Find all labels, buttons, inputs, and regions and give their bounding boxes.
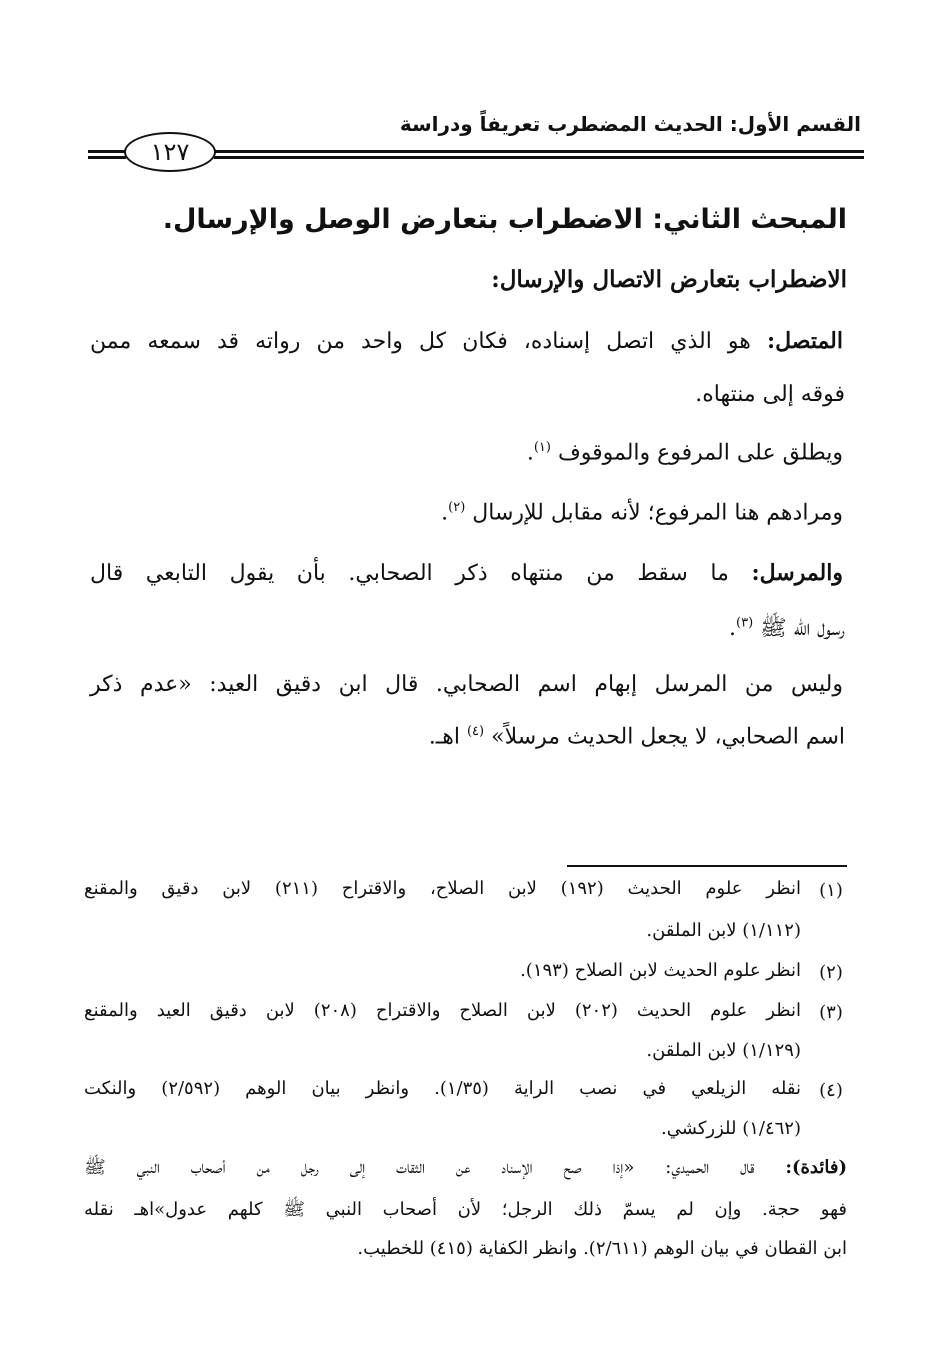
paragraph-text: ويطلق على المرفوع والموقوف: [557, 440, 843, 466]
paragraph-text: ما سقط من منتهاه ذكر الصحابي. بأن يقول التابعي قال: [90, 561, 729, 586]
footnote-text: انظر علوم الحديث (٢٠٢) لابن الصلاح والاقتراح (٢٠٨) لابن دقيق العيد والمقنع: [84, 1000, 802, 1021]
paragraph-line: فوقه إلى منتهاه.: [695, 382, 845, 407]
footnote-number: (٤): [819, 1080, 843, 1101]
footnote-note: فهو حجة. وإن لم يسمّ ذلك الرجل؛ لأن أصحاب النبي ﷺ كلهم عدول»اهـ نقله: [84, 1199, 847, 1220]
term-label: المتصل:: [766, 328, 843, 354]
footnote-text: (١/٤٦٢) للزركشي.: [661, 1118, 801, 1139]
footnote-ref: (٢): [448, 500, 466, 515]
paragraph-line: ويطلق على المرفوع والموقوف $^{(١)}$.: [526, 440, 843, 466]
footnote-number: (١): [819, 880, 843, 901]
section-heading: المبحث الثاني: الاضطراب بتعارض الوصل والإرسال.: [162, 204, 847, 235]
note-text: قال الحميدي: «إذا صح الإسناد عن الثقات إلى رجل من أصحاب النبي ﷺ: [84, 1157, 755, 1178]
paragraph-line: [429, 724, 845, 749]
footnote-ref: (٤): [466, 724, 485, 739]
subheading: الاضطراب بتعارض الاتصال والإرسال:: [491, 266, 847, 293]
footnote-text: (١/١١٢) لابن الملقن.: [646, 920, 801, 941]
footnote-text: (١/١٢٩) لابن الملقن.: [646, 1040, 801, 1061]
footnote-ref: (١): [533, 440, 551, 455]
page-number: ١٢٧: [124, 132, 216, 172]
paragraph-text: ومرادهم هنا المرفوع؛ لأنه مقابل للإرسال: [472, 500, 843, 526]
paragraph-line: ومرادهم هنا المرفوع؛ لأنه مقابل للإرسال $^{(٢)}$.: [441, 500, 843, 526]
paragraph-line: [90, 560, 843, 586]
footnote-separator: [567, 865, 847, 867]
footnote-number: (٣): [819, 1002, 843, 1023]
footnote-text: انظر علوم الحديث (١٩٢) لابن الصلاح، والاقتراح (٢١١) لابن دقيق والمقنع: [84, 878, 801, 899]
paragraph-line: [90, 328, 843, 354]
paragraph-text: اهـ.: [428, 724, 460, 750]
paragraph-line: وليس من المرسل إبهام اسم الصحابي. قال ابن دقيق العيد: «عدم ذكر: [90, 672, 843, 697]
paragraph-text: هو الذي اتصل إسناده، فكان كل واحد من رواته قد سمعه ممن: [90, 329, 751, 354]
footnote-text: انظر علوم الحديث لابن الصلاح (١٩٣).: [520, 960, 801, 981]
footnote-note: ابن القطان في بيان الوهم (٢/٦١١). وانظر الكفاية (٤١٥) للخطيب.: [357, 1238, 847, 1259]
header-rule: [214, 150, 864, 153]
footnote-text: نقله الزيلعي في نصب الراية (١/٣٥). وانظر بيان الوهم (٢/٥٩٢) والنكت: [84, 1078, 801, 1099]
footnote-ref: (٣): [736, 615, 754, 631]
footnote-note: [84, 1156, 847, 1182]
term-label: والمرسل:: [751, 560, 843, 586]
paragraph-text: اسم الصحابي، لا يجعل الحديث مرسلاً»: [491, 724, 845, 750]
note-label: (فائدة):: [785, 1157, 847, 1178]
header-rule: [88, 156, 126, 159]
header-rule: [88, 150, 126, 153]
running-title: القسم الأول: الحديث المضطرب تعريفاً ودراسة: [399, 112, 861, 136]
footnote-number: (٢): [819, 962, 843, 983]
header-rule: [214, 156, 864, 159]
paragraph-text: رسول الله ﷺ: [760, 616, 845, 641]
paragraph-line: رسول الله ﷺ $^{(٣)}$.: [729, 615, 845, 641]
